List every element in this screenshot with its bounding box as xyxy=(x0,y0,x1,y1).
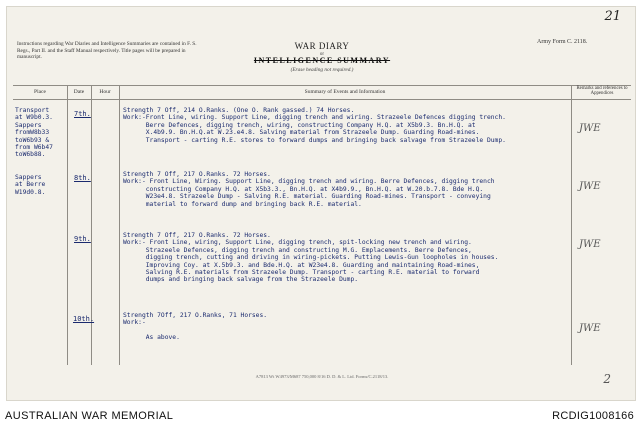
initials-signature: JWE xyxy=(579,239,601,250)
entry-date: 8th. xyxy=(74,174,91,182)
table-top-rule xyxy=(13,85,631,86)
entry-date: 10th. xyxy=(73,315,95,323)
erase-note: (Erase heading not required.) xyxy=(290,67,354,73)
initials-signature: JWE xyxy=(579,181,601,192)
header-hour: Hour xyxy=(99,89,111,95)
date-column-rule xyxy=(91,85,92,365)
remarks-column-rule xyxy=(571,85,572,365)
initials-signature: JWE xyxy=(579,323,601,334)
entry-text: Strength 7Off, 217 O.Ranks, 71 Horses. Work:- As above. xyxy=(123,312,268,342)
entry-text: Strength 7 Off, 214 O.Ranks. (One O. Rank gassed.) 74 Horses. Work:-Front Line, wiring. Support Line, digging trench and wiring. Strazeele Defences digging trench. Berre Defences, digging trench, wiring, constructing Company H.Q. at X5b9.3. Bn.H.Q. at X.4b9.9. Bn.H.Q.at W.23.e4.8. Salving material from Strazeele Dump. Guarding Road-mines. Transport - carting R.E. stores to forward dumps and bringing back salvage from Strazeele Dump. xyxy=(123,107,506,144)
record-id: RCDIG1008166 xyxy=(552,410,634,422)
entry-date: 7th. xyxy=(74,110,91,118)
diary-title: WAR DIARY xyxy=(294,41,350,51)
entry-text: Strength 7 Off, 217 O.Ranks. 72 Horses. Work:- Front Line, Wiring. Support Line, digging trench and wiring. Berre Defences, digging trench constructing Company H.Q. at X5b3.3., Bn.H.Q. at X4b9.9., Bn.H.Q. at W.20.b.7.8. Bde H.Q. W23e4.8. Strazeele Dump - Salving R.E. material. Guarding Road-mines. Transport - conveying material to forward dump and bringing back R.E. material. xyxy=(123,171,495,208)
title-or: or xyxy=(319,52,325,57)
place-entry: Transport at W9b0.3. Sappers fromW8b33 toW6b93 & from W6b47 toW6b88. xyxy=(15,107,53,159)
header-date: Date xyxy=(73,89,85,95)
archive-name: AUSTRALIAN WAR MEMORIAL xyxy=(5,410,174,422)
archive-caption-bar xyxy=(0,406,640,425)
army-form-label: Army Form C. 2118. xyxy=(537,39,588,45)
place-entry: Sappers at Berre W19d0.8. xyxy=(15,174,46,196)
pencil-mark: 2 xyxy=(603,372,611,386)
hour-column-rule xyxy=(119,85,120,365)
page-number: 21 xyxy=(604,9,621,24)
entry-text: Strength 7 Off, 217 O.Ranks. 72 Horses. Work:- Front Line, wiring, Support Line, digging trench, spit-locking new trench and wiring. Strazeele Defences, digging trench and constructing M.G. Emplacements. Berre Defences, digging trench, cutting and driving in wiring-pickets. Putting Lewis-Gun loopholes in houses. Improving Coy. at X.5b9.3. and Bde.H.Q. at W23e4.8. Guarding and maintaining Road-mines, Salving R.E. materials from Strazeele Dump. Transport - carting R.E. material to forward dumps and bringing back salvage from the Strazeele Dump. xyxy=(123,232,499,284)
entry-date: 9th. xyxy=(74,235,91,243)
form-footer: A7813 Wt W4973/M687 750,000 8/16 D. D. & L. Ltd. Forms/C.2118/13. xyxy=(255,374,389,379)
header-summary: Summary of Events and Information xyxy=(304,89,386,95)
war-diary-page xyxy=(6,6,636,401)
header-bottom-rule xyxy=(13,99,631,100)
place-column-rule xyxy=(67,85,68,365)
initials-signature: JWE xyxy=(579,123,601,134)
diary-subtitle: INTELLIGENCE SUMMARY xyxy=(253,56,391,65)
header-place: Place xyxy=(34,89,46,95)
instructions-text: Instructions regarding War Diaries and Intelligence Summaries are contained in F. S. Regs., Part II. and the Staff Manual respectively. Title pages will be prepared in manuscript. xyxy=(17,41,197,60)
header-remarks: Remarks and references to Appendices xyxy=(576,86,628,97)
